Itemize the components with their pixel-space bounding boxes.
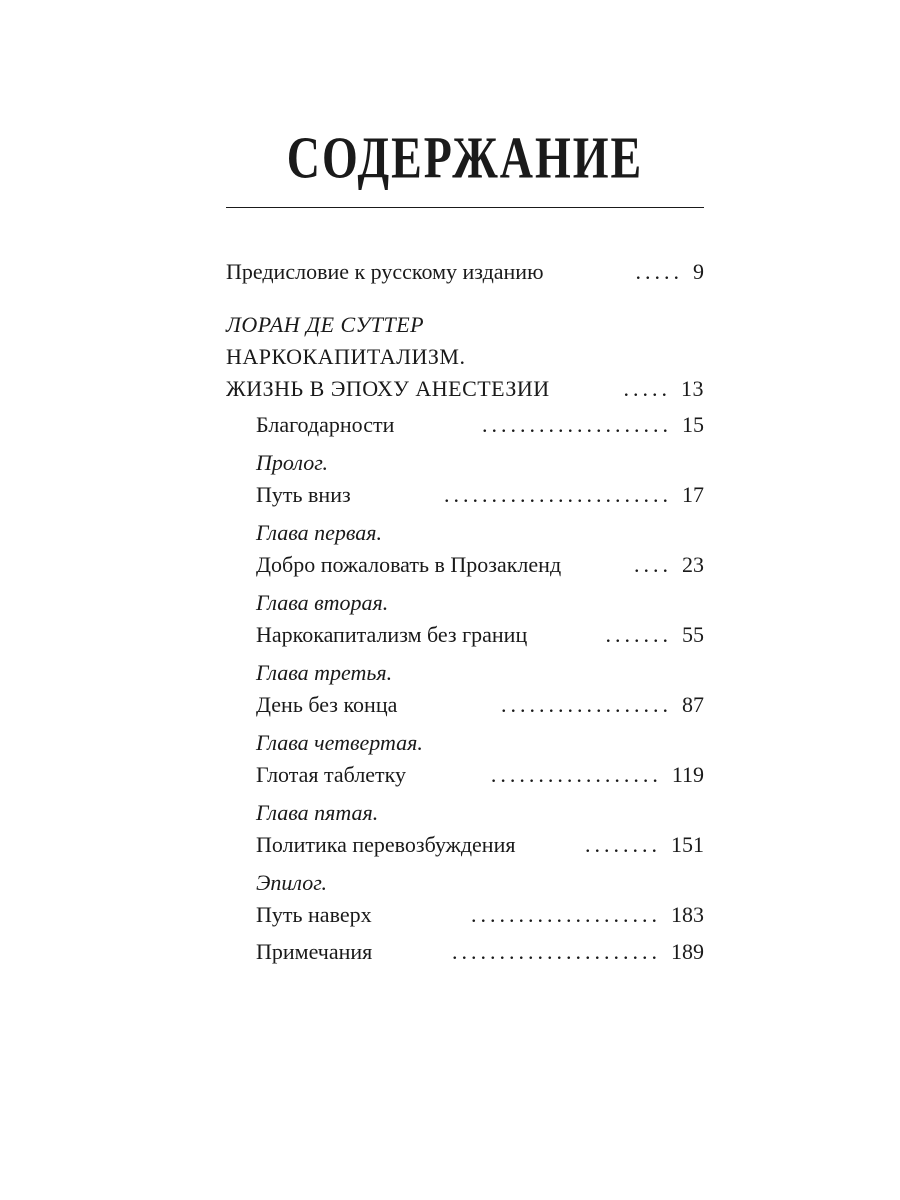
toc-entry-acknowledgements[interactable]: [256, 409, 704, 441]
toc-entry-label: Глотая таблетку: [256, 762, 407, 787]
toc-entry-label: Добро пожаловать в Прозакленд: [256, 552, 562, 577]
dot-leader: ....: [634, 552, 672, 577]
epilogue-heading: Эпилог.: [256, 870, 328, 895]
toc-entry-epilogue[interactable]: [256, 899, 704, 931]
page-title: СОДЕРЖАНИЕ: [286, 124, 644, 191]
toc-entry-label: Примечания: [256, 939, 373, 964]
toc-section-heading: [256, 517, 704, 549]
toc-section-heading: [256, 657, 704, 689]
toc-entry-chapter-5[interactable]: [256, 829, 704, 861]
toc-entry-label: ЖИЗНЬ В ЭПОХУ АНЕСТЕЗИИ: [226, 376, 550, 401]
chapter-3-heading: Глава третья.: [256, 660, 393, 685]
toc-section-heading: [256, 727, 704, 759]
toc-entry-notes[interactable]: [256, 936, 704, 968]
toc-page-number: 119: [671, 762, 704, 787]
toc-entry-label: Наркокапитализм без границ: [256, 622, 528, 647]
dot-leader: ........................: [444, 482, 672, 507]
toc-entry-label: День без конца: [256, 692, 398, 717]
dot-leader: .....: [635, 259, 683, 284]
chapter-1-heading: Глава первая.: [256, 520, 382, 545]
toc-author: [226, 309, 704, 341]
author-name: ЛОРАН ДЕ СУТТЕР: [226, 312, 425, 337]
toc-entry-book-title[interactable]: [226, 373, 704, 405]
toc-entry-chapter-1[interactable]: [256, 549, 704, 581]
chapter-5-heading: Глава пятая.: [256, 800, 379, 825]
toc-entry-label: Благодарности: [256, 412, 395, 437]
chapter-2-heading: Глава вторая.: [256, 590, 389, 615]
toc-section-heading: [256, 447, 704, 479]
toc-page-number: 23: [682, 552, 704, 577]
dot-leader: ....................: [482, 412, 672, 437]
toc-entry-label: Предисловие к русскому изданию: [226, 259, 544, 284]
toc-page-number: 9: [693, 259, 704, 284]
dot-leader: .....: [623, 376, 671, 401]
toc-page-number: 189: [671, 939, 704, 964]
prologue-heading: Пролог.: [256, 450, 328, 475]
toc-entry-chapter-3[interactable]: [256, 689, 704, 721]
dot-leader: ......................: [452, 939, 661, 964]
dot-leader: ....................: [471, 902, 661, 927]
toc-page-number: 87: [682, 692, 704, 717]
toc-section-heading: [256, 867, 704, 899]
title-rule: [226, 207, 704, 208]
dot-leader: ........: [585, 832, 661, 857]
dot-leader: .......: [605, 622, 672, 647]
toc-page-number: 55: [682, 622, 704, 647]
toc-entry-prologue[interactable]: [256, 479, 704, 511]
toc-page-number: 13: [681, 376, 704, 401]
toc-section-heading: [256, 797, 704, 829]
toc-entry-label: Путь вниз: [256, 482, 351, 507]
toc-entry-label: Политика перевозбуждения: [256, 832, 516, 857]
toc-section-heading: [256, 587, 704, 619]
dot-leader: ..................: [490, 762, 662, 787]
toc-page-number: 15: [682, 412, 704, 437]
toc-entry-preface[interactable]: [226, 256, 704, 288]
toc-page-number: 183: [671, 902, 704, 927]
toc-page-number: 17: [682, 482, 704, 507]
book-title-line-1: НАРКОКАПИТАЛИЗМ.: [226, 344, 466, 369]
toc-entry-label: Путь наверх: [256, 902, 372, 927]
toc-page-number: 151: [671, 832, 704, 857]
toc-entry-chapter-4[interactable]: [256, 759, 704, 791]
toc-book-title: [226, 341, 704, 373]
chapter-4-heading: Глава четвертая.: [256, 730, 423, 755]
dot-leader: ..................: [501, 692, 672, 717]
toc-entry-chapter-2[interactable]: [256, 619, 704, 651]
